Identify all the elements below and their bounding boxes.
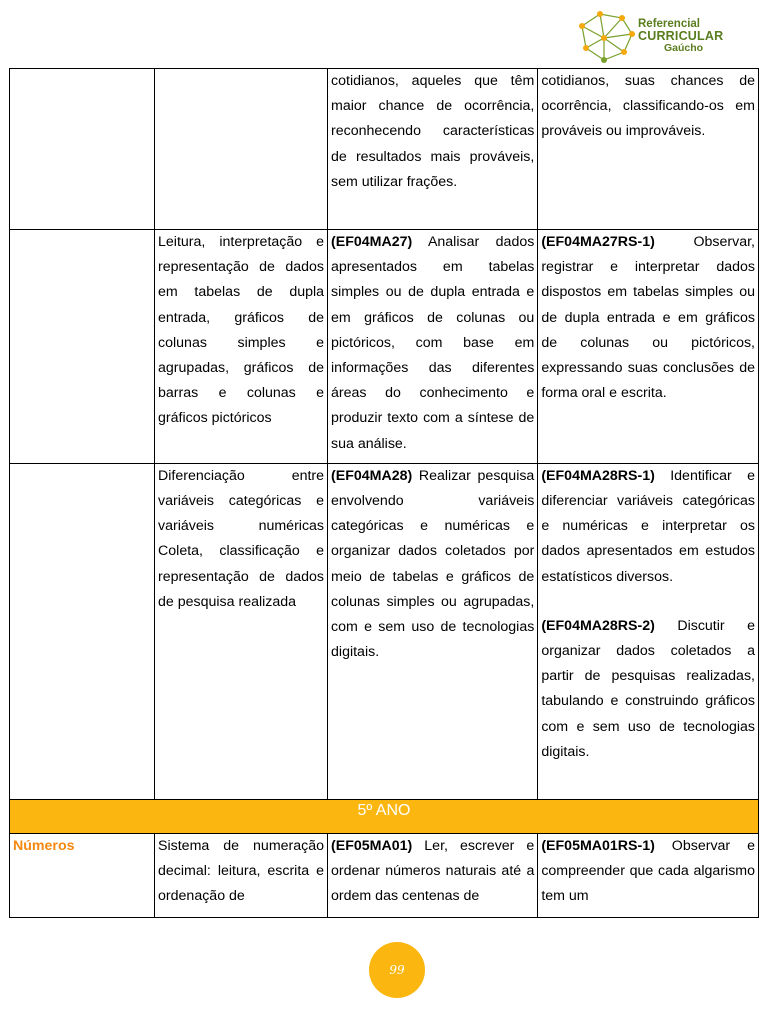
rs-text: Observar e compreender que cada algarismo tem um (541, 837, 755, 905)
rs-text: Identificar e diferenciar variáveis categóricas e numéricas e interpretar os dados apresentados em estudos estatísticos diversos. (541, 467, 755, 585)
table-row (10, 69, 759, 230)
skill-cell (328, 230, 538, 464)
logo-line-1: Referencial (638, 18, 701, 30)
rs-text: Observar, registrar e interpretar dados dispostos em tabelas simples ou de dupla entrada e em gráficos de colunas ou pictóricos, expressando suas conclusões de forma oral e escrita. (541, 234, 755, 402)
skill-cell (328, 463, 538, 799)
skill-cell (328, 69, 538, 230)
rs-text: cotidianos, suas chances de ocorrência, classificando-os em prováveis ou improváveis. (541, 73, 755, 140)
logo-line-3: Gaúcho (664, 42, 704, 54)
logo-network-icon (574, 8, 638, 64)
table-row (10, 463, 759, 799)
skill-text: cotidianos, aqueles que têm maior chance de ocorrência, reconhecendo características de resultados mais prováveis, sem utilizar frações. (331, 73, 535, 190)
area-cell (10, 230, 155, 464)
rs-text: Discutir e organizar dados coletados a partir de pesquisas realizadas, tabulando e construindo gráficos com e sem uso de tecnologias digitais. (541, 617, 755, 760)
skill-text: Ler, escrever e ordenar números naturais até a ordem das centenas de (331, 837, 535, 905)
page-number: 99 (389, 963, 405, 977)
skill-code: (EF04MA27) (331, 234, 413, 250)
area-cell (10, 463, 155, 799)
rs-skill-cell (538, 230, 759, 464)
rs-skill-cell (538, 69, 759, 230)
skill-text: Analisar dados apresentados em tabelas simples ou de dupla entrada e em gráficos de colunas ou pictóricos, com base em informações das diferentes áreas do conhecimento e produzir texto com a síntese de sua análise. (331, 234, 535, 452)
page-number-badge (369, 942, 425, 998)
skill-code: (EF05MA01) (331, 837, 413, 854)
skill-code: (EF04MA28) (331, 467, 413, 484)
logo-line-2: CURRICULAR (638, 29, 724, 43)
rs-skill-cell (538, 833, 759, 917)
object-cell: Leitura, interpretação e representação de dados em tabelas de dupla entrada, gráficos de colunas simples e agrupadas, gráficos de barras e colunas e gráficos pictóricos (155, 230, 328, 464)
object-cell: Diferenciação entre variáveis categóricas e variáveis numéricas Coleta, classificação e representação de dados de pesquisa realizada (155, 463, 328, 799)
rs-code: (EF04MA28RS-1) (541, 467, 655, 484)
rs-code: (EF04MA28RS-2) (541, 617, 655, 634)
area-cell (10, 69, 155, 230)
rs-code: (EF05MA01RS-1) (541, 837, 655, 854)
skill-text: Realizar pesquisa envolvendo variáveis categóricas e numéricas e organizar dados coletados por meio de tabelas e gráficos de colunas simples ou agrupadas, com e sem uso de tecnologias digitais. (331, 467, 535, 661)
rs-skill-cell (538, 463, 759, 799)
area-cell: Números (10, 833, 155, 917)
object-cell: Sistema de numeração decimal: leitura, escrita e ordenação de (155, 833, 328, 917)
rs-code: (EF04MA27RS-1) (541, 234, 655, 250)
skill-cell (328, 833, 538, 917)
object-cell (155, 69, 328, 230)
curriculum-table (9, 68, 759, 918)
referencial-curricular-logo (574, 8, 734, 64)
year-header: 5º ANO (10, 799, 759, 833)
year-header-row (10, 799, 759, 833)
table-row (10, 230, 759, 464)
table-row (10, 833, 759, 917)
